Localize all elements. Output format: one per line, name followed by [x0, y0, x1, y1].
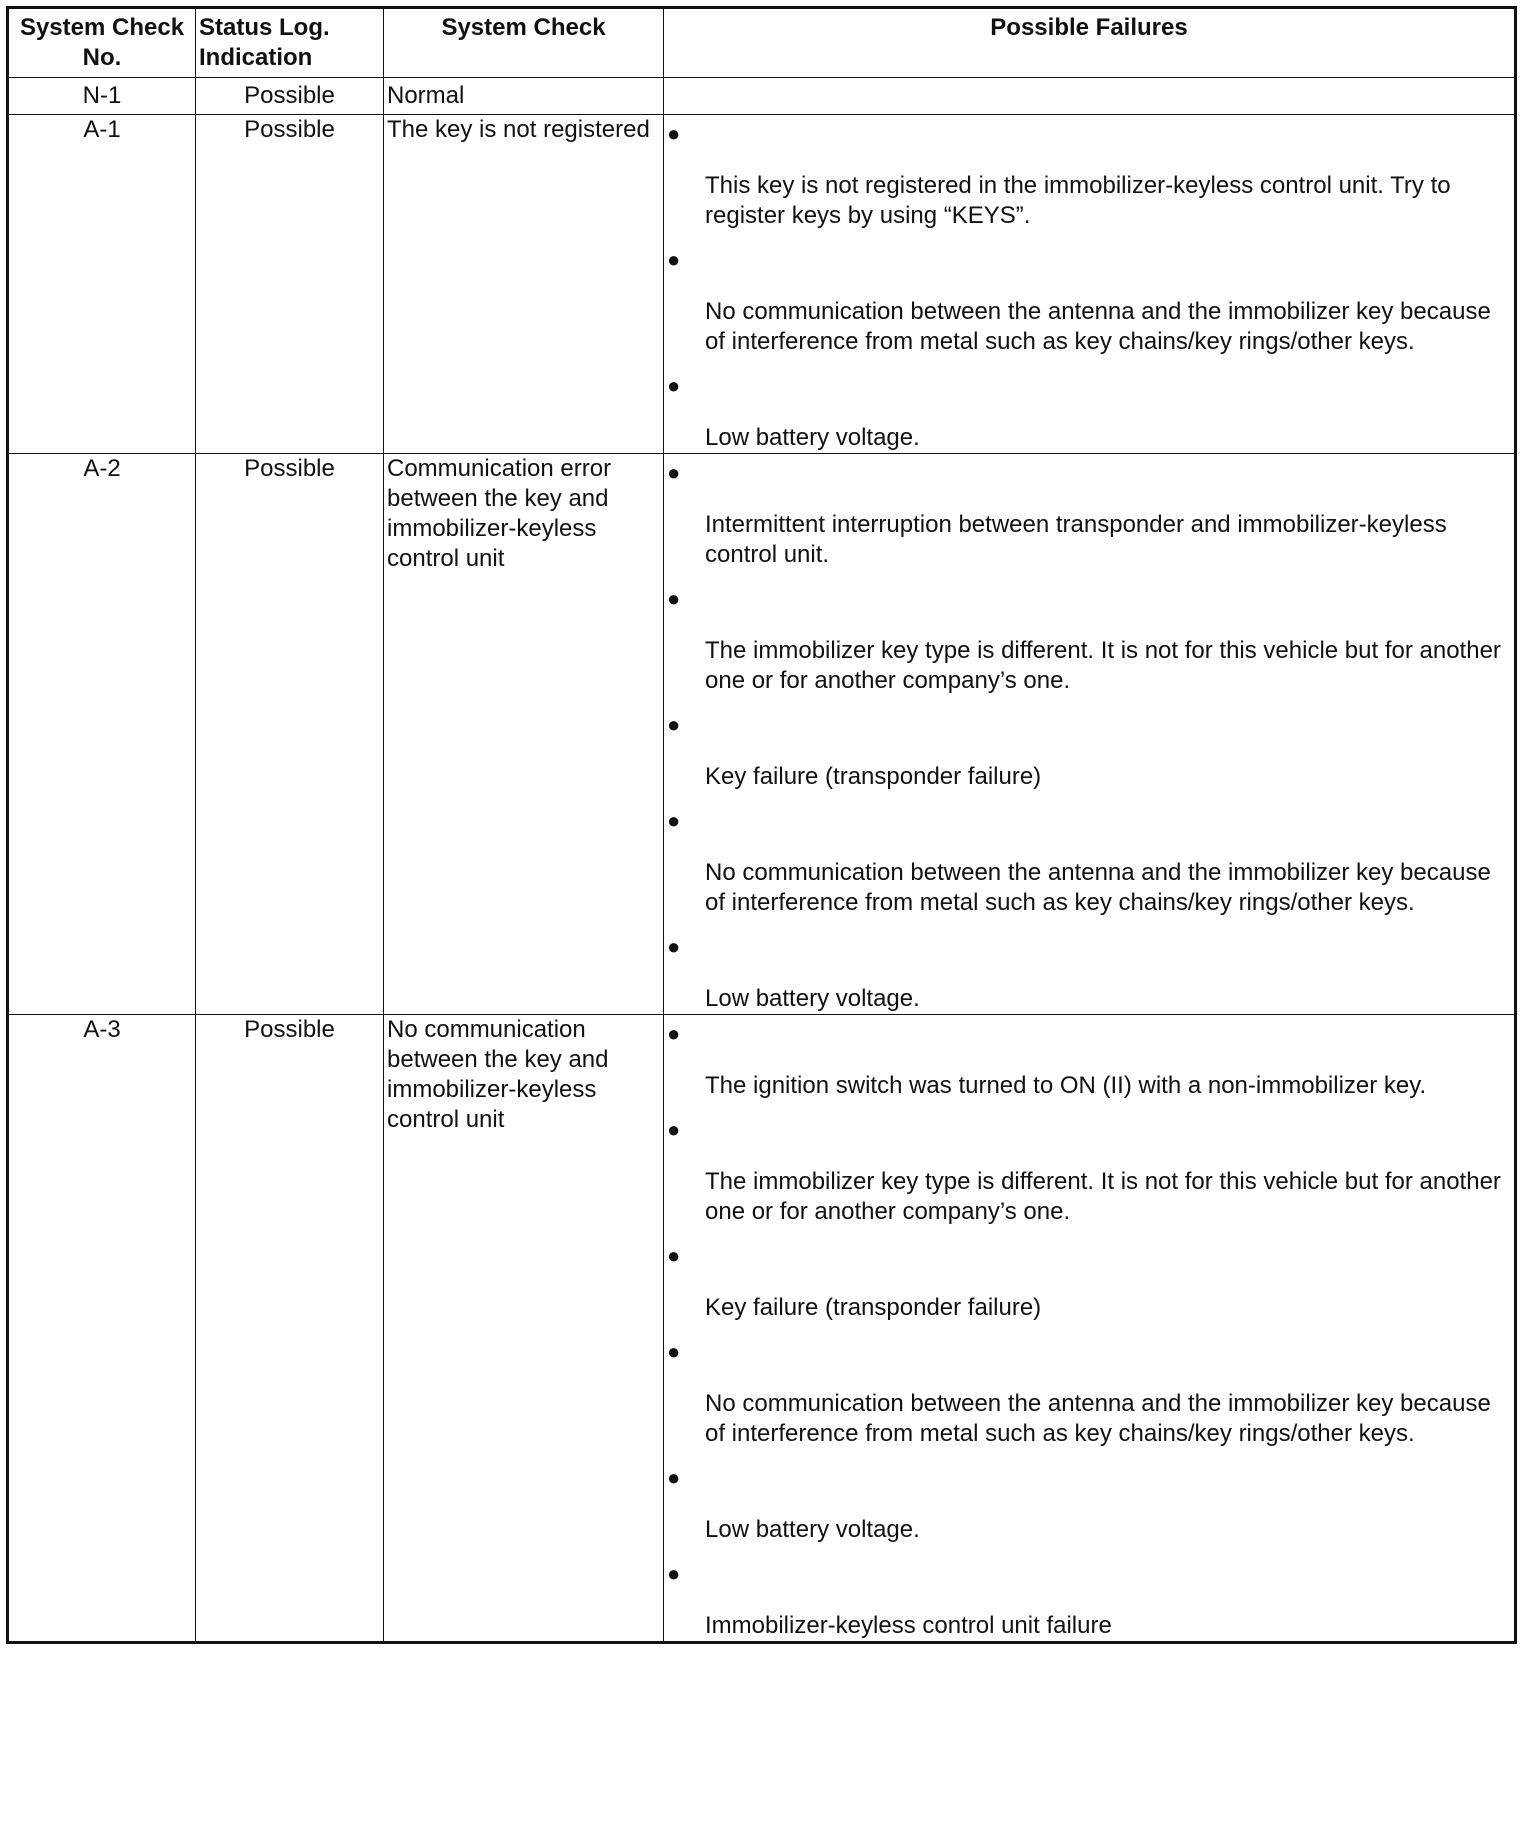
failure-text: The immobilizer key type is different. It is not for this vehicle but for another one or for another company’s one.: [705, 637, 1501, 694]
header-system-check: System Check: [384, 8, 664, 78]
status-indication-cell: Possible: [196, 454, 384, 1015]
failure-text: Low battery voltage.: [705, 985, 920, 1012]
bullet-icon: ●: [667, 121, 681, 146]
table-row: [8, 115, 1516, 454]
status-indication-cell: Possible: [196, 1015, 384, 1643]
system-check-table: [6, 6, 1517, 1644]
header-system-check-no: [8, 8, 196, 78]
failure-list-item: [667, 584, 1511, 696]
possible-failures-cell: [664, 78, 1516, 115]
failure-list-item: [667, 1559, 1511, 1641]
header-row: [8, 8, 1516, 78]
failure-text: Immobilizer-keyless control unit failure: [705, 1612, 1112, 1639]
system-check-cell: Normal: [384, 78, 664, 115]
failure-text: Key failure (transponder failure): [705, 1294, 1042, 1321]
failure-text: This key is not registered in the immobilizer-keyless control unit. Try to register keys by using “KEYS”.: [705, 172, 1451, 229]
bullet-icon: ●: [667, 712, 681, 737]
system-check-cell: No communication between the key and immobilizer-keyless control unit: [384, 1015, 664, 1643]
failure-list-item: [667, 1019, 1511, 1101]
system-check-cell: The key is not registered: [384, 115, 664, 454]
failure-text: Key failure (transponder failure): [705, 763, 1042, 790]
failure-text: The ignition switch was turned to ON (II) with a non-immobilizer key.: [705, 1072, 1427, 1099]
header-status-line2: Indication: [199, 44, 313, 71]
bullet-icon: ●: [667, 1339, 681, 1364]
failure-list-item: [667, 710, 1511, 792]
failure-text: No communication between the antenna and the immobilizer key because of interference from metal such as key chains/key rings/other keys.: [705, 1390, 1491, 1447]
bullet-icon: ●: [667, 586, 681, 611]
bullet-icon: ●: [667, 1021, 681, 1046]
failure-list-item: [667, 1463, 1511, 1545]
table-row: [8, 1015, 1516, 1643]
system-check-cell: Communication error between the key and immobilizer-keyless control unit: [384, 454, 664, 1015]
header-status-line1: Status Log.: [199, 14, 330, 41]
header-status-log: [196, 8, 384, 78]
bullet-icon: ●: [667, 1243, 681, 1268]
failure-list-item: [667, 371, 1511, 453]
bullet-icon: ●: [667, 808, 681, 833]
failure-text: Intermittent interruption between transponder and immobilizer-keyless control unit.: [705, 511, 1447, 568]
header-no-line1: System Check: [19, 14, 185, 41]
failure-list-item: [667, 932, 1511, 1014]
table-body: [8, 78, 1516, 1643]
bullet-icon: ●: [667, 1117, 681, 1142]
bullet-icon: ●: [667, 247, 681, 272]
failure-list-item: [667, 1337, 1511, 1449]
header-possible-failures: Possible Failures: [664, 8, 1516, 78]
system-check-no-cell: A-3: [8, 1015, 196, 1643]
failure-text: The immobilizer key type is different. It is not for this vehicle but for another one or for another company’s one.: [705, 1168, 1501, 1225]
failure-list-item: [667, 245, 1511, 357]
bullet-icon: ●: [667, 934, 681, 959]
failure-text: No communication between the antenna and the immobilizer key because of interference from metal such as key chains/key rings/other keys.: [705, 298, 1491, 355]
failure-text: Low battery voltage.: [705, 1516, 920, 1543]
possible-failures-cell: [664, 1015, 1516, 1643]
system-check-no-cell: A-2: [8, 454, 196, 1015]
failure-list-item: [667, 1115, 1511, 1227]
status-indication-cell: Possible: [196, 115, 384, 454]
possible-failures-cell: [664, 115, 1516, 454]
header-no-line2: No.: [82, 44, 122, 71]
failure-list-item: [667, 458, 1511, 570]
bullet-icon: ●: [667, 460, 681, 485]
failure-list-item: [667, 1241, 1511, 1323]
status-indication-cell: Possible: [196, 78, 384, 115]
possible-failures-cell: [664, 454, 1516, 1015]
system-check-no-cell: N-1: [8, 78, 196, 115]
table-row: [8, 454, 1516, 1015]
failure-list-item: [667, 806, 1511, 918]
failure-text: Low battery voltage.: [705, 424, 920, 451]
system-check-no-cell: A-1: [8, 115, 196, 454]
failure-list-item: [667, 119, 1511, 231]
table-row: [8, 78, 1516, 115]
bullet-icon: ●: [667, 1561, 681, 1586]
bullet-icon: ●: [667, 373, 681, 398]
bullet-icon: ●: [667, 1465, 681, 1490]
failure-text: No communication between the antenna and the immobilizer key because of interference from metal such as key chains/key rings/other keys.: [705, 859, 1491, 916]
